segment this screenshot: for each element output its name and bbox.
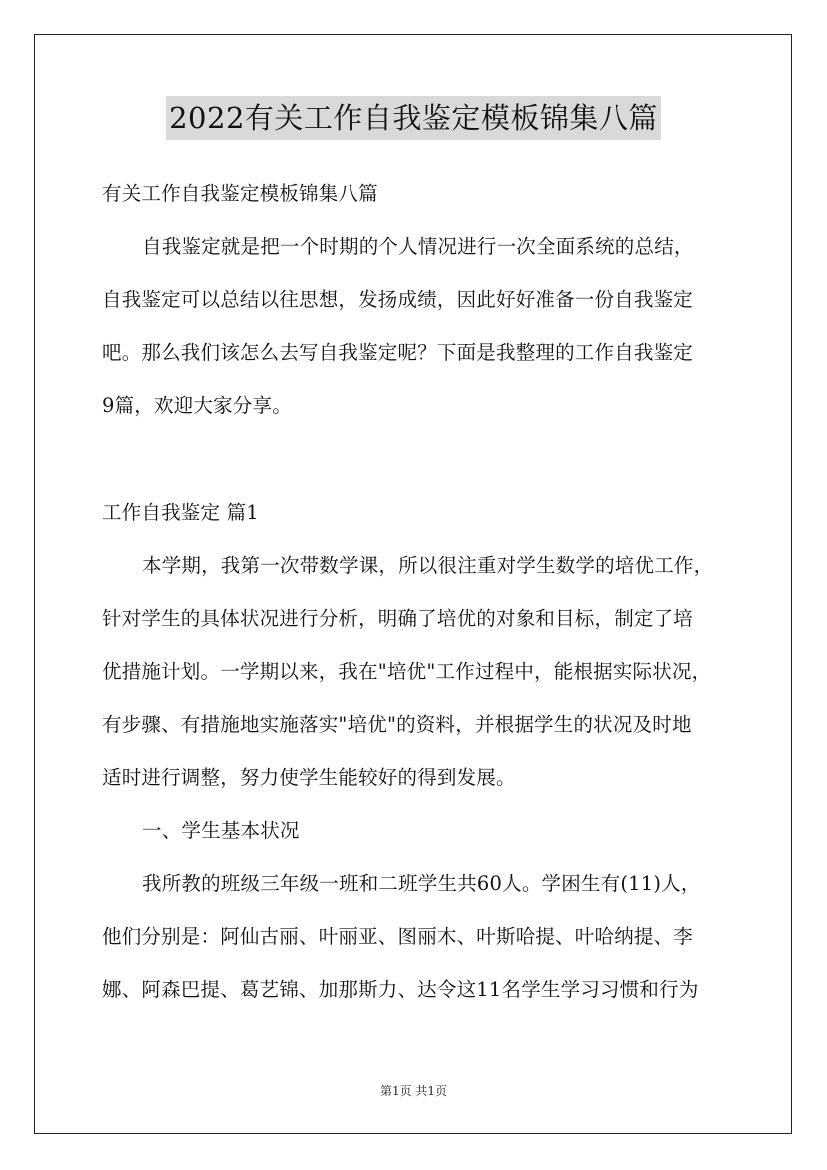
- section-heading: 工作自我鉴定 篇1: [102, 501, 259, 524]
- document-title: 2022有关工作自我鉴定模板锦集八篇: [166, 96, 661, 140]
- document-body: [102, 172, 742, 1021]
- paragraph-line: 针对学生的具体状况进行分析，明确了培优的对象和目标，制定了培: [102, 607, 694, 630]
- paragraph-line: 本学期，我第一次带数学课，所以很注重对学生数学的培优工作，: [142, 554, 714, 577]
- paragraph-line: 我所教的班级三年级一班和二班学生共60人。学困生有(11)人，: [142, 872, 701, 895]
- subheading: 一、学生基本状况: [142, 819, 300, 842]
- intro-line: 自我鉴定可以总结以往思想，发扬成绩，因此好好准备一份自我鉴定: [102, 288, 694, 311]
- paragraph-line: 娜、阿森巴提、葛艺锦、加那斯力、达令这11名学生学习习惯和行为: [102, 978, 699, 1001]
- intro-line: 吧。那么我们该怎么去写自我鉴定呢？下面是我整理的工作自我鉴定: [102, 341, 694, 364]
- paragraph-line: 适时进行调整，努力使学生能较好的得到发展。: [102, 766, 516, 789]
- paragraph-gap: [102, 437, 742, 491]
- paragraph-line: 他们分别是：阿仙古丽、叶丽亚、图丽木、叶斯哈提、叶哈纳提、李: [102, 925, 694, 948]
- paragraph-line: 有步骤、有措施地实施落实"培优"的资料，并根据学生的状况及时地: [102, 713, 692, 736]
- document-subtitle: 有关工作自我鉴定模板锦集八篇: [102, 182, 378, 205]
- intro-line: 自我鉴定就是把一个时期的个人情况进行一次全面系统的总结，: [142, 235, 694, 258]
- intro-line: 9篇，欢迎大家分享。: [102, 394, 292, 417]
- page-footer: 第1页 共1页: [379, 1084, 448, 1098]
- title-container: [0, 96, 827, 140]
- paragraph-line: 优措施计划。一学期以来，我在"培优"工作过程中，能根据实际状况，: [102, 660, 712, 683]
